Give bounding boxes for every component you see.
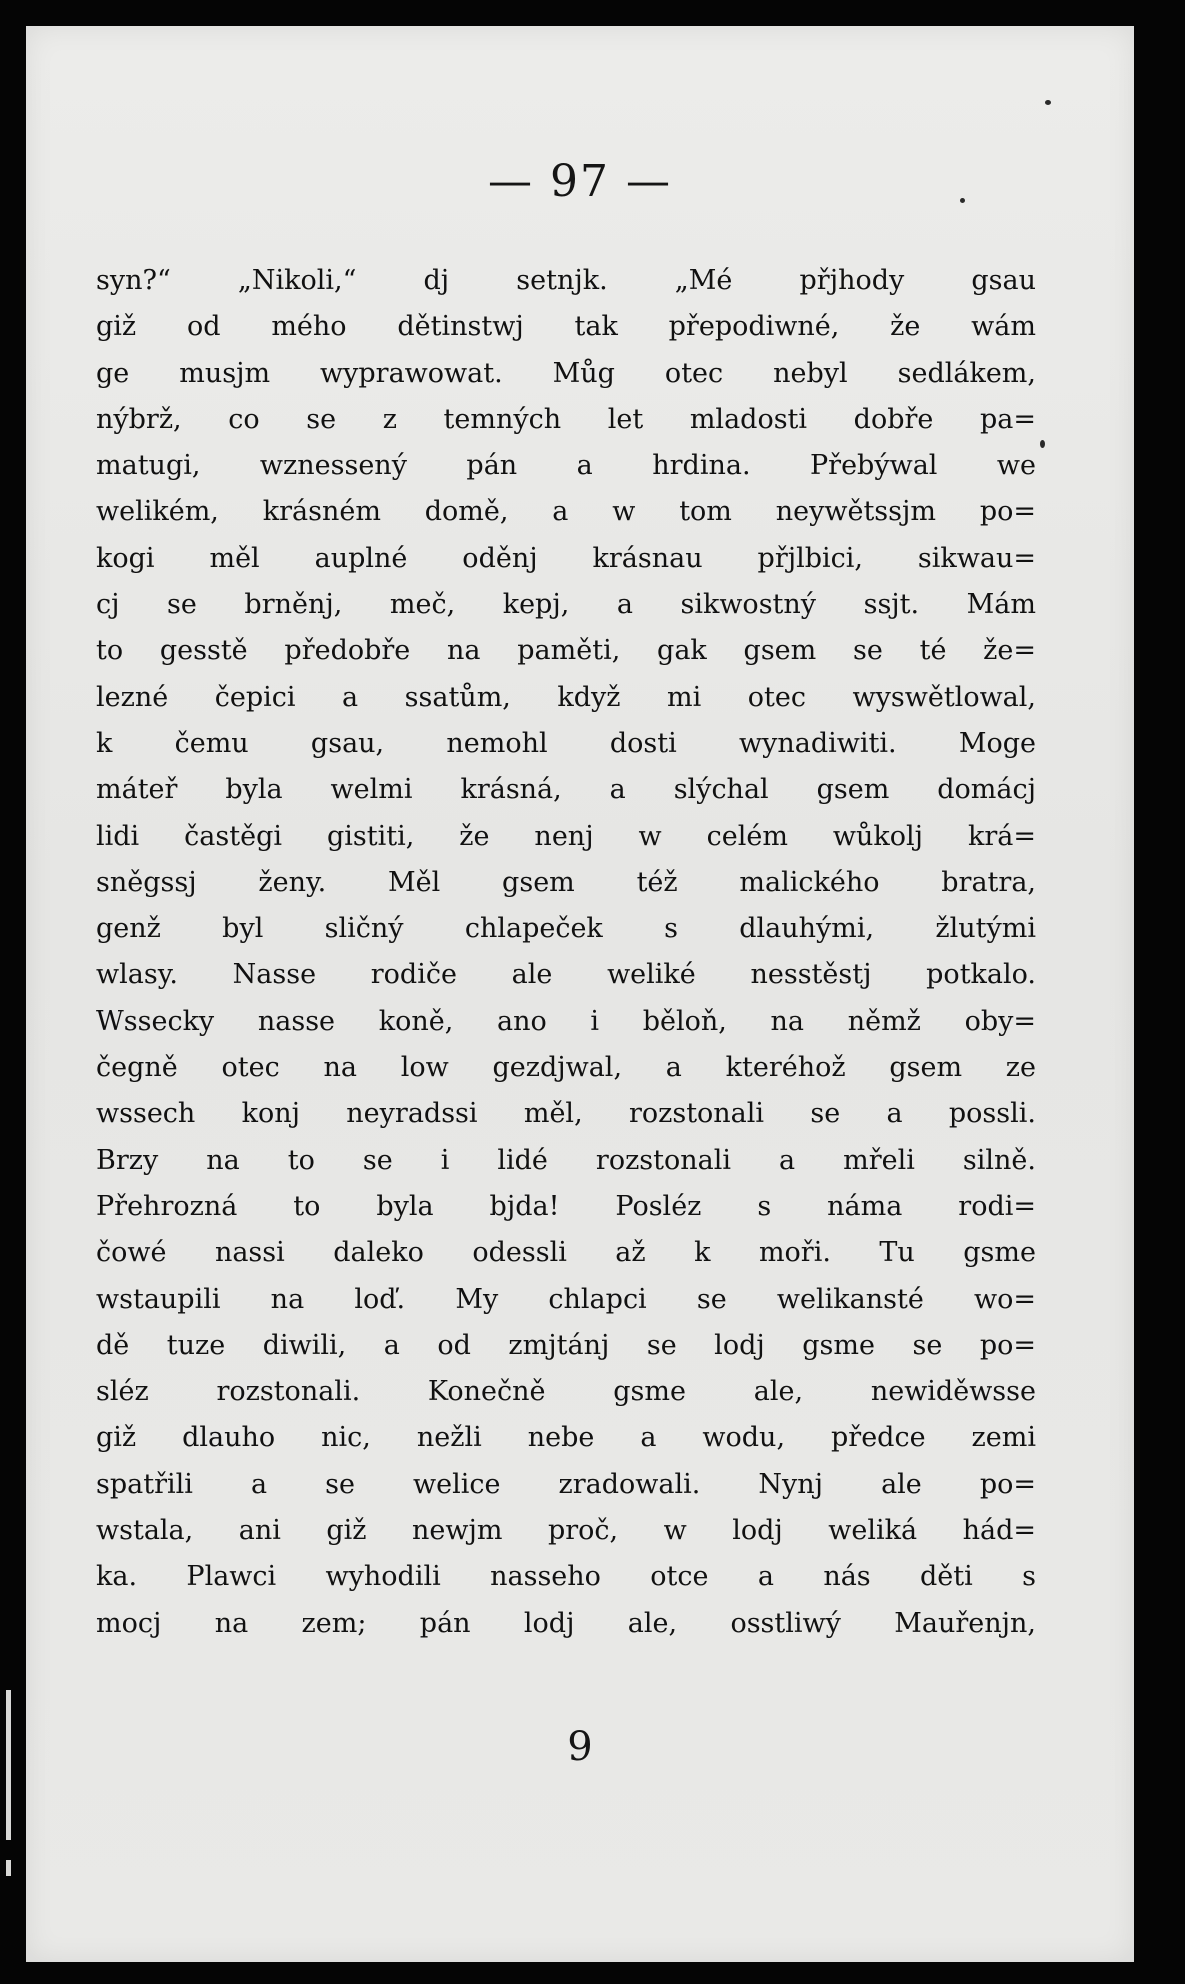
body-text xyxy=(96,258,1036,1647)
text-line: sněgssj ženy. Měl gsem též malického bratra, xyxy=(96,866,1036,898)
text-line: wstaupili na loď. My chlapci se welikansté wo= xyxy=(96,1283,1036,1315)
text-line: syn?“ „Nikoli,“ dj setnjk. „Mé přjhody gsau xyxy=(96,265,1036,296)
signature-mark: 9 xyxy=(567,1724,593,1770)
scan-speck xyxy=(1040,440,1045,448)
text-line: dě tuze diwili, a od zmjtánj se lodj gsme se po= xyxy=(96,1329,1036,1361)
text-line: wlasy. Nasse rodiče ale weliké nesstěstj potkalo. xyxy=(96,959,1036,991)
text-line: to gesstě předobře na paměti, gak gsem se té že= xyxy=(96,635,1036,667)
text-line: ka. Plawci wyhodili nasseho otce a nás děti s xyxy=(96,1561,1036,1593)
text-line: Wssecky nasse koně, ano i běloň, na němž oby= xyxy=(96,1005,1036,1037)
text-line: matugi, wznessený pán a hrdina. Přebýwal we xyxy=(96,450,1036,482)
scan-speck xyxy=(1045,100,1051,105)
left-edge-mark xyxy=(6,1860,11,1876)
text-line: welikém, krásném domě, a w tom neywětssjm po= xyxy=(96,496,1036,528)
scan-speck xyxy=(960,198,965,203)
text-line: Brzy na to se i lidé rozstonali a mřeli silně. xyxy=(96,1144,1036,1176)
text-line: čowé nassi daleko odessli až k moři. Tu gsme xyxy=(96,1237,1036,1269)
text-line: kogi měl auplné oděnj krásnau přjlbici, sikwau= xyxy=(96,542,1036,574)
text-line: nýbrž, co se z temných let mladosti dobře pa= xyxy=(96,403,1036,435)
text-line: máteř byla welmi krásná, a slýchal gsem domácj xyxy=(96,774,1036,806)
page-number-header: — 97 — xyxy=(488,156,672,207)
text-line: Přehrozná to byla bjda! Posléz s náma rodi= xyxy=(96,1190,1036,1222)
text-line: mocj na zem; pán lodj ale, osstliwý Mauřenjn, xyxy=(96,1607,1036,1639)
text-line: k čemu gsau, nemohl dosti wynadiwiti. Moge xyxy=(96,727,1036,759)
book-page xyxy=(26,26,1134,1962)
text-line: cj se brněnj, meč, kepj, a sikwostný ssjt. Mám xyxy=(96,589,1036,621)
text-line: genž byl sličný chlapeček s dlauhými, žlutými xyxy=(96,913,1036,945)
text-line: giž od mého dětinstwj tak přepodiwné, že wám xyxy=(96,311,1036,343)
text-line: wssech konj neyradssi měl, rozstonali se a possli. xyxy=(96,1098,1036,1130)
text-line: čegně otec na low gezdjwal, a kteréhož gsem ze xyxy=(96,1052,1036,1084)
text-line: spatřili a se welice zradowali. Nynj ale po= xyxy=(96,1468,1036,1500)
left-edge-mark xyxy=(6,1690,11,1840)
text-line: lidi častěgi gistiti, že nenj w celém wůkolj krá= xyxy=(96,820,1036,852)
text-line: ge musjm wyprawowat. Můg otec nebyl sedlákem, xyxy=(96,357,1036,389)
text-line: wstala, ani giž newjm proč, w lodj weliká hád= xyxy=(96,1515,1036,1547)
text-line: sléz rozstonali. Konečně gsme ale, newiděwsse xyxy=(96,1376,1036,1408)
text-line: giž dlauho nic, nežli nebe a wodu, předce zemi xyxy=(96,1422,1036,1454)
text-line: lezné čepici a ssatům, když mi otec wyswětlowal, xyxy=(96,681,1036,713)
